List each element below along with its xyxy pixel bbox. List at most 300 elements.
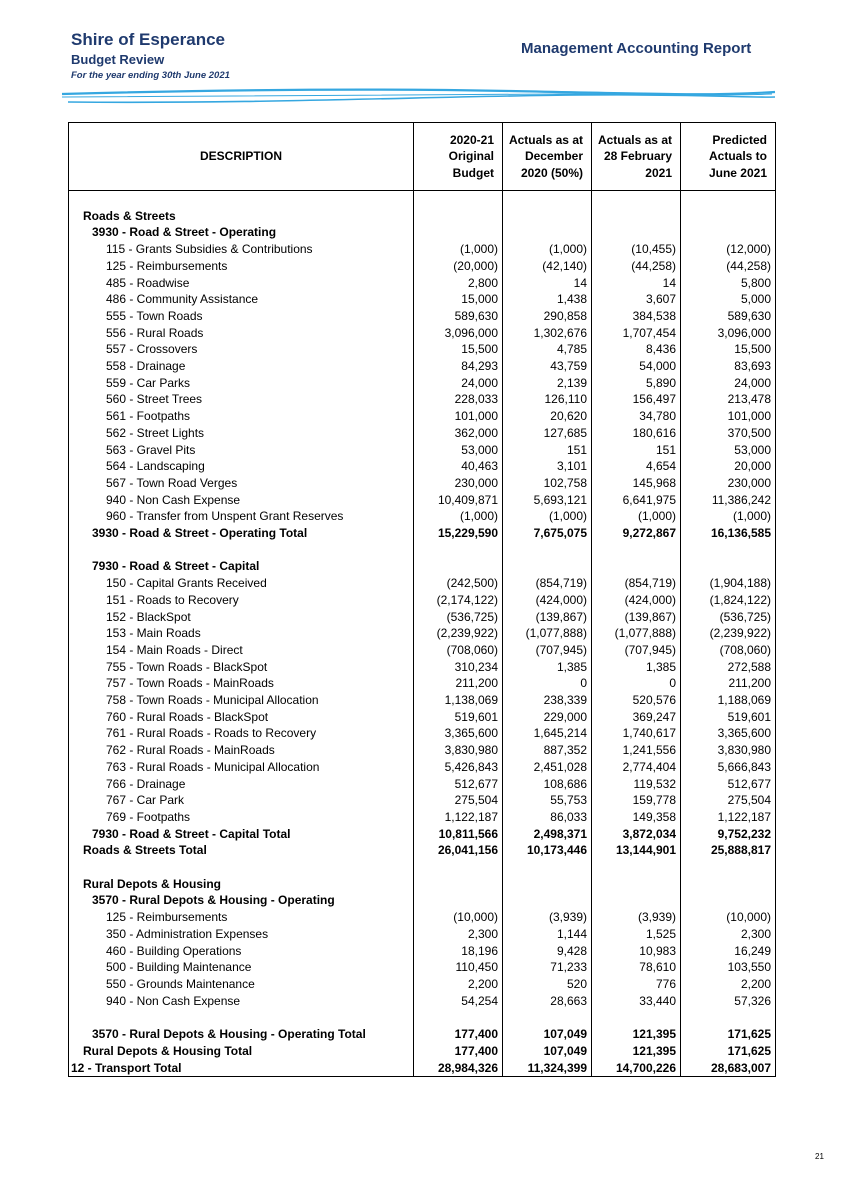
row-value [592,542,681,559]
row-description: 485 - Roadwise [69,275,414,292]
row-value: 151 [592,442,681,459]
row-description: 125 - Reimbursements [69,258,414,275]
row-value: 34,780 [592,408,681,425]
row-value [503,542,592,559]
row-value: 121,395 [592,1026,681,1043]
row-description: 762 - Rural Roads - MainRoads [69,742,414,759]
row-value: (1,000) [503,508,592,525]
row-value: 14 [503,275,592,292]
row-value: 54,254 [414,993,503,1010]
table-row [69,642,776,659]
row-value: 512,677 [414,776,503,793]
row-value: 230,000 [414,475,503,492]
row-value: 26,041,156 [414,842,503,859]
row-value: (1,000) [503,241,592,258]
row-description: 758 - Town Roads - Municipal Allocation [69,692,414,709]
row-value: 228,033 [414,391,503,408]
table-row [69,208,776,225]
row-description: 3570 - Rural Depots & Housing - Operating [69,892,414,909]
row-value [592,224,681,241]
row-value: 25,888,817 [681,842,776,859]
row-value: 3,607 [592,291,681,308]
table-row [69,976,776,993]
row-value: 369,247 [592,709,681,726]
row-value: 3,830,980 [414,742,503,759]
organisation-name: Shire of Esperance [71,30,226,49]
row-description: 562 - Street Lights [69,425,414,442]
row-value: 5,666,843 [681,759,776,776]
table-row [69,325,776,342]
row-value: 171,625 [681,1043,776,1060]
row-description: Rural Depots & Housing Total [69,1043,414,1060]
row-value: 107,049 [503,1026,592,1043]
row-description: 115 - Grants Subsidies & Contributions [69,241,414,258]
row-value: 8,436 [592,341,681,358]
row-value [414,859,503,876]
row-value [503,208,592,225]
budget-review-table [68,122,776,1077]
table-row [69,625,776,642]
row-value: 110,450 [414,959,503,976]
row-value: 171,625 [681,1026,776,1043]
row-value: (536,725) [681,609,776,626]
row-value: 53,000 [681,442,776,459]
table-row [69,425,776,442]
row-value: (20,000) [414,258,503,275]
table-row [69,224,776,241]
row-value [681,191,776,208]
row-value: 1,241,556 [592,742,681,759]
row-value [592,191,681,208]
row-description: Roads & Streets Total [69,842,414,859]
row-value: 101,000 [681,408,776,425]
header-swoosh-decoration [60,84,780,108]
row-value: 1,707,454 [592,325,681,342]
row-value: 15,500 [681,341,776,358]
table-row [69,692,776,709]
row-value: (1,904,188) [681,575,776,592]
row-value: (1,824,122) [681,592,776,609]
table-row [69,275,776,292]
row-value: 13,144,901 [592,842,681,859]
row-value [503,191,592,208]
row-description: 460 - Building Operations [69,943,414,960]
row-value: 20,620 [503,408,592,425]
row-value: 3,365,600 [681,725,776,742]
row-description: 940 - Non Cash Expense [69,993,414,1010]
row-description: 767 - Car Park [69,792,414,809]
row-value [592,1009,681,1026]
row-value: 11,324,399 [503,1060,592,1077]
row-value [592,876,681,893]
table-row [69,1060,776,1077]
row-description: 12 - Transport Total [69,1060,414,1077]
row-value: 33,440 [592,993,681,1010]
spacer-row [69,1009,776,1026]
row-value: 1,740,617 [592,725,681,742]
row-description: 561 - Footpaths [69,408,414,425]
row-value [681,859,776,876]
row-description: 7930 - Road & Street - Capital [69,558,414,575]
row-value: 1,385 [592,659,681,676]
row-description: 960 - Transfer from Unspent Grant Reserves [69,508,414,525]
row-value: (10,000) [681,909,776,926]
row-value: 103,550 [681,959,776,976]
row-description: 760 - Rural Roads - BlackSpot [69,709,414,726]
row-description: 557 - Crossovers [69,341,414,358]
row-description: 567 - Town Road Verges [69,475,414,492]
row-value: 24,000 [414,375,503,392]
row-value: 370,500 [681,425,776,442]
row-value: 15,229,590 [414,525,503,542]
row-description: 560 - Street Trees [69,391,414,408]
row-value: (707,945) [592,642,681,659]
row-description [69,542,414,559]
row-value: 1,438 [503,291,592,308]
row-value: 101,000 [414,408,503,425]
table-row [69,375,776,392]
row-description: 154 - Main Roads - Direct [69,642,414,659]
row-description: 151 - Roads to Recovery [69,592,414,609]
row-description: 500 - Building Maintenance [69,959,414,976]
page-number: 21 [815,1152,824,1161]
row-value: 84,293 [414,358,503,375]
header-predicted-actuals: Predicted Actuals to June 2021 [681,123,776,191]
row-value: (10,000) [414,909,503,926]
table-row [69,826,776,843]
row-value [681,876,776,893]
table-row [69,609,776,626]
spacer-row [69,859,776,876]
row-description: 3930 - Road & Street - Operating [69,224,414,241]
row-value: (3,939) [592,909,681,926]
row-value: 102,758 [503,475,592,492]
row-value: 11,386,242 [681,492,776,509]
row-value: 145,968 [592,475,681,492]
row-description: 153 - Main Roads [69,625,414,642]
row-value: (2,239,922) [414,625,503,642]
header-actuals-december: Actuals as at December 2020 (50%) [503,123,592,191]
row-value: 2,200 [414,976,503,993]
row-value: (708,060) [414,642,503,659]
row-description: 3930 - Road & Street - Operating Total [69,525,414,542]
row-value: 107,049 [503,1043,592,1060]
row-value [414,1009,503,1026]
row-value: 2,300 [414,926,503,943]
row-value: 275,504 [681,792,776,809]
row-value: 5,890 [592,375,681,392]
spacer-row [69,542,776,559]
row-value: 5,800 [681,275,776,292]
row-value: 10,983 [592,943,681,960]
row-value: 4,785 [503,341,592,358]
row-value: 5,693,121 [503,492,592,509]
row-value: (2,174,122) [414,592,503,609]
row-value [414,558,503,575]
table-row [69,876,776,893]
row-value: 211,200 [681,675,776,692]
row-value: 57,326 [681,993,776,1010]
row-value [681,558,776,575]
row-value: 230,000 [681,475,776,492]
row-value: 2,200 [681,976,776,993]
table-row [69,725,776,742]
row-value: 9,272,867 [592,525,681,542]
row-value: 3,101 [503,458,592,475]
row-value: 5,426,843 [414,759,503,776]
row-value [414,224,503,241]
row-value: 108,686 [503,776,592,793]
row-value: 119,532 [592,776,681,793]
report-subtitle: Budget Review [71,52,165,67]
row-value: 20,000 [681,458,776,475]
table-row [69,458,776,475]
row-value: 53,000 [414,442,503,459]
row-value: 156,497 [592,391,681,408]
row-value [414,876,503,893]
row-description: 761 - Rural Roads - Roads to Recovery [69,725,414,742]
row-value: 177,400 [414,1043,503,1060]
row-description: 555 - Town Roads [69,308,414,325]
row-value: (44,258) [592,258,681,275]
row-value: 28,683,007 [681,1060,776,1077]
row-value [503,224,592,241]
row-value: 1,525 [592,926,681,943]
row-value: 9,428 [503,943,592,960]
row-value: (139,867) [592,609,681,626]
row-value: 18,196 [414,943,503,960]
table-row [69,709,776,726]
row-value: (1,000) [592,508,681,525]
row-value: 24,000 [681,375,776,392]
table-row [69,1043,776,1060]
row-value: 177,400 [414,1026,503,1043]
table-row [69,675,776,692]
row-value [414,542,503,559]
row-value: (424,000) [592,592,681,609]
row-value: 229,000 [503,709,592,726]
row-value: 1,122,187 [681,809,776,826]
row-value: 55,753 [503,792,592,809]
table-row [69,926,776,943]
row-value: (12,000) [681,241,776,258]
table-row [69,659,776,676]
spacer-row [69,191,776,208]
row-value: 127,685 [503,425,592,442]
row-value: 211,200 [414,675,503,692]
row-value: 180,616 [592,425,681,442]
table-row [69,759,776,776]
row-value: 362,000 [414,425,503,442]
table-row [69,892,776,909]
row-description: 556 - Rural Roads [69,325,414,342]
row-value: 776 [592,976,681,993]
row-value [503,558,592,575]
row-value: 10,409,871 [414,492,503,509]
row-value: 15,500 [414,341,503,358]
row-value: 519,601 [681,709,776,726]
table-row [69,592,776,609]
row-value [414,191,503,208]
row-value: 2,774,404 [592,759,681,776]
row-value: 14 [592,275,681,292]
row-value: 2,800 [414,275,503,292]
row-description: Roads & Streets [69,208,414,225]
table-row [69,358,776,375]
table-row [69,408,776,425]
row-value [592,892,681,909]
row-description: 763 - Rural Roads - Municipal Allocation [69,759,414,776]
row-value: 151 [503,442,592,459]
row-value: 43,759 [503,358,592,375]
row-value: 3,830,980 [681,742,776,759]
row-value: 4,654 [592,458,681,475]
row-value: 1,138,069 [414,692,503,709]
row-value [592,208,681,225]
row-description: 150 - Capital Grants Received [69,575,414,592]
table-row [69,842,776,859]
table-row [69,508,776,525]
row-value: 83,693 [681,358,776,375]
row-value [503,859,592,876]
row-value [414,208,503,225]
row-value: (42,140) [503,258,592,275]
row-value [681,208,776,225]
row-description [69,1009,414,1026]
table-row [69,809,776,826]
row-description: 550 - Grounds Maintenance [69,976,414,993]
row-value: 2,300 [681,926,776,943]
row-description: 757 - Town Roads - MainRoads [69,675,414,692]
header-actuals-february: Actuals as at 28 February 2021 [592,123,681,191]
row-value: 1,302,676 [503,325,592,342]
row-value [592,859,681,876]
table-row [69,993,776,1010]
row-value: 520 [503,976,592,993]
row-value: 519,601 [414,709,503,726]
row-value: 86,033 [503,809,592,826]
row-value [681,892,776,909]
row-description: 769 - Footpaths [69,809,414,826]
table-row [69,776,776,793]
row-value: 3,096,000 [681,325,776,342]
table-row [69,742,776,759]
row-value: 15,000 [414,291,503,308]
row-value: 512,677 [681,776,776,793]
row-description: 558 - Drainage [69,358,414,375]
row-value: 7,675,075 [503,525,592,542]
row-value: (424,000) [503,592,592,609]
row-value: 16,249 [681,943,776,960]
row-value: (2,239,922) [681,625,776,642]
row-value [592,558,681,575]
row-value [503,1009,592,1026]
table-row [69,959,776,976]
row-value: 3,096,000 [414,325,503,342]
table-row [69,492,776,509]
row-value: 2,139 [503,375,592,392]
row-value: 40,463 [414,458,503,475]
row-value: 10,811,566 [414,826,503,843]
table-header-row [69,123,776,191]
row-value: (1,000) [414,241,503,258]
row-value: 1,144 [503,926,592,943]
table-row [69,792,776,809]
row-value [503,892,592,909]
row-value: (1,077,888) [503,625,592,642]
table-row [69,558,776,575]
row-value: 0 [503,675,592,692]
row-description: 486 - Community Assistance [69,291,414,308]
table-row [69,943,776,960]
row-value: 3,365,600 [414,725,503,742]
row-value: 310,234 [414,659,503,676]
row-value: 1,188,069 [681,692,776,709]
table-row [69,575,776,592]
table-row [69,442,776,459]
row-value [681,1009,776,1026]
row-value: (10,455) [592,241,681,258]
row-value: 1,385 [503,659,592,676]
row-value: 16,136,585 [681,525,776,542]
row-value: 149,358 [592,809,681,826]
row-value: 1,645,214 [503,725,592,742]
row-value [681,542,776,559]
table-row [69,391,776,408]
row-value: 1,122,187 [414,809,503,826]
row-value: 2,498,371 [503,826,592,843]
row-value [503,876,592,893]
row-value: 9,752,232 [681,826,776,843]
row-value: 54,000 [592,358,681,375]
table-row [69,909,776,926]
table-row [69,525,776,542]
row-value: (3,939) [503,909,592,926]
table-row [69,258,776,275]
row-description: 152 - BlackSpot [69,609,414,626]
row-value: 275,504 [414,792,503,809]
row-value: (242,500) [414,575,503,592]
report-title: Management Accounting Report [521,40,752,57]
row-value: 6,641,975 [592,492,681,509]
header-description: DESCRIPTION [69,123,414,191]
row-description: 125 - Reimbursements [69,909,414,926]
row-description: Rural Depots & Housing [69,876,414,893]
row-value: (1,000) [414,508,503,525]
row-value: 5,000 [681,291,776,308]
row-value: (708,060) [681,642,776,659]
table-row [69,241,776,258]
row-value: 2,451,028 [503,759,592,776]
row-description: 564 - Landscaping [69,458,414,475]
row-value: 238,339 [503,692,592,709]
table-row [69,291,776,308]
table-row [69,308,776,325]
row-value: (854,719) [592,575,681,592]
row-value: 28,663 [503,993,592,1010]
row-value: (1,077,888) [592,625,681,642]
row-value: 3,872,034 [592,826,681,843]
row-value: 213,478 [681,391,776,408]
row-value: 28,984,326 [414,1060,503,1077]
row-value: (536,725) [414,609,503,626]
row-value: 10,173,446 [503,842,592,859]
row-description: 3570 - Rural Depots & Housing - Operating Total [69,1026,414,1043]
row-description: 940 - Non Cash Expense [69,492,414,509]
row-value: 71,233 [503,959,592,976]
table-row [69,475,776,492]
row-value: 126,110 [503,391,592,408]
